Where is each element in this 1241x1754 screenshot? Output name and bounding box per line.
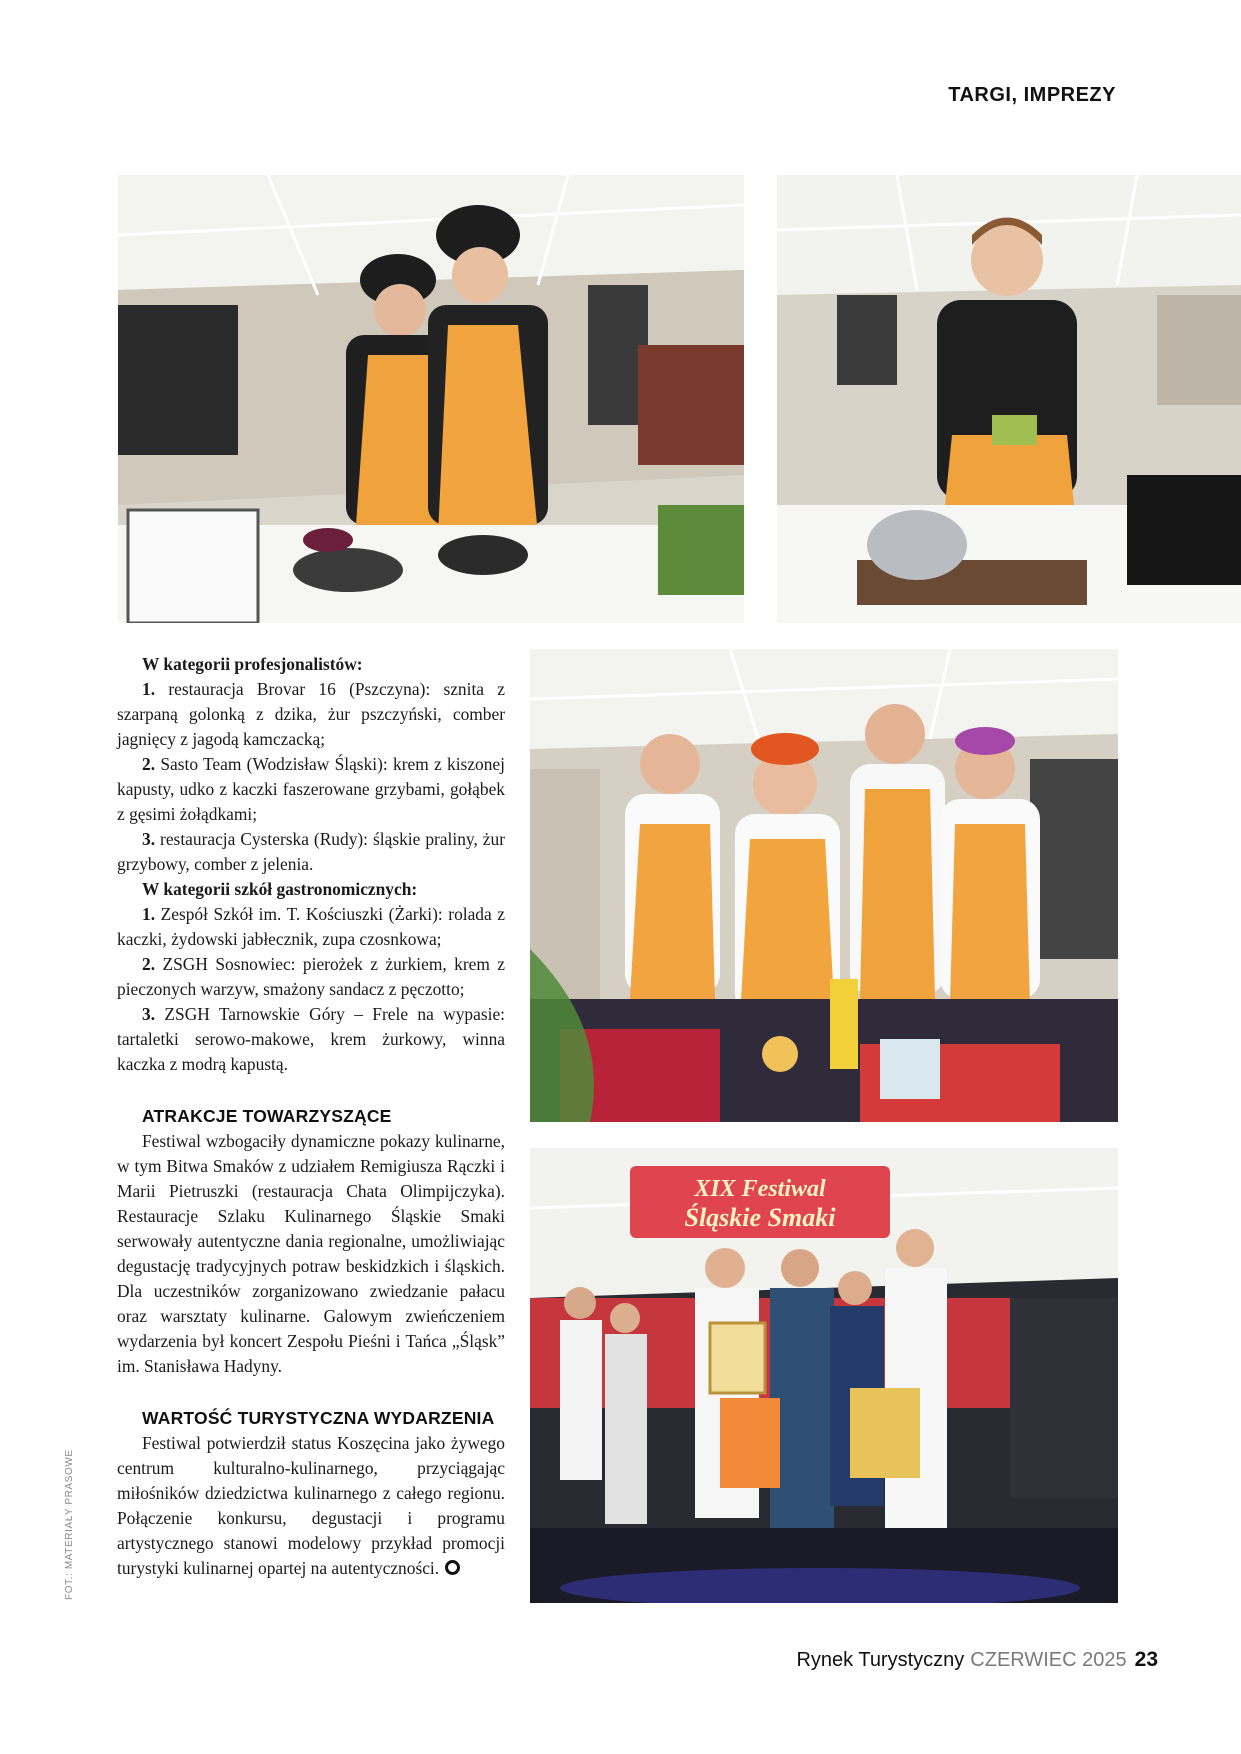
paragraph-tourism-value: Festiwal potwierdził status Koszęcina jako żywego centrum kulturalno-kulinarnego, przyciągając miłośników dziedzictwa kulinarnego z całego regionu. Połączenie konkursu, degustacji i programu artystycznego stanowi modelowy przykład promocji turystyki kulinarnej opartej na autentyczności. [117, 1433, 505, 1578]
list-item: 2. Sasto Team (Wodzisław Śląski): krem z kiszonej kapusty, udko z kaczki faszerowane grzybami, gołąbek z gęsimi żołądkami; [117, 754, 505, 824]
category-heading-professionals: W kategorii profesjonalistów: [142, 654, 363, 674]
list-item: 1. restauracja Brovar 16 (Pszczyna): sznita z szarpaną golonką z dzika, żur pszczyński, comber jagnięcy z jagodą kamczacką; [117, 679, 505, 749]
photo-woman-asparagus [777, 175, 1241, 623]
photo-award-ceremony [530, 1148, 1118, 1603]
photo-credit: FOT.: MATERIAŁY PRASOWE [64, 1449, 75, 1600]
list-item: 1. Zespół Szkół im. T. Kościuszki (Żarki): rolada z kaczki, żydowski jabłecznik, zupa czosnkowa; [117, 904, 505, 949]
category-heading-schools: W kategorii szkół gastronomicznych: [142, 879, 418, 899]
list-item: 3. restauracja Cysterska (Rudy): śląskie praliny, żur grzybowy, comber z jelenia. [117, 829, 505, 874]
photo-cooking-team [530, 649, 1118, 1122]
section-label: TARGI, IMPREZY [948, 84, 1116, 106]
issue-month: CZERWIEC 2025 [970, 1649, 1127, 1671]
section-heading-attractions: ATRAKCJE TOWARZYSZĄCE [142, 1106, 392, 1126]
banner-title-line2: Śląskie Smaki [684, 1203, 836, 1232]
page-footer [796, 1648, 1158, 1672]
section-heading-tourism-value: WARTOŚĆ TURYSTYCZNA WYDARZENIA [142, 1408, 495, 1428]
article-column [117, 652, 505, 1581]
list-item: 3. ZSGH Tarnowskie Góry – Frele na wypasie: tartaletki serowo-makowe, krem żurkowy, winna kaczka z modrą kapustą. [117, 1004, 505, 1074]
photo-two-cooks [118, 175, 744, 623]
paragraph-attractions: Festiwal wzbogaciły dynamiczne pokazy kulinarne, w tym Bitwa Smaków z udziałem Remigiusza Rączki i Marii Pietruszki (restauracja Chata Olimpijczyka). Restauracje Szlaku Kulinarnego Śląskie Smaki serwowały autentyczne dania regionalne, umożliwiając degustację tradycyjnych potraw beskidzkich i śląskich. Dla uczestników zorganizowano zwiedzanie pałacu oraz warsztaty kulinarne. Galowym zwieńczeniem wydarzenia był koncert Zespołu Pieśni i Tańca „Śląsk” im. Stanisława Hadyny. [117, 1131, 505, 1376]
banner-title-line1: XIX Festiwal [694, 1176, 826, 1202]
list-item: 2. ZSGH Sosnowiec: pierożek z żurkiem, krem z pieczonych warzyw, smażony sandacz z pęczotto; [117, 954, 505, 999]
page-number: 23 [1134, 1648, 1158, 1671]
magazine-name: Rynek Turystyczny [796, 1649, 965, 1671]
end-of-article-icon [445, 1560, 460, 1575]
